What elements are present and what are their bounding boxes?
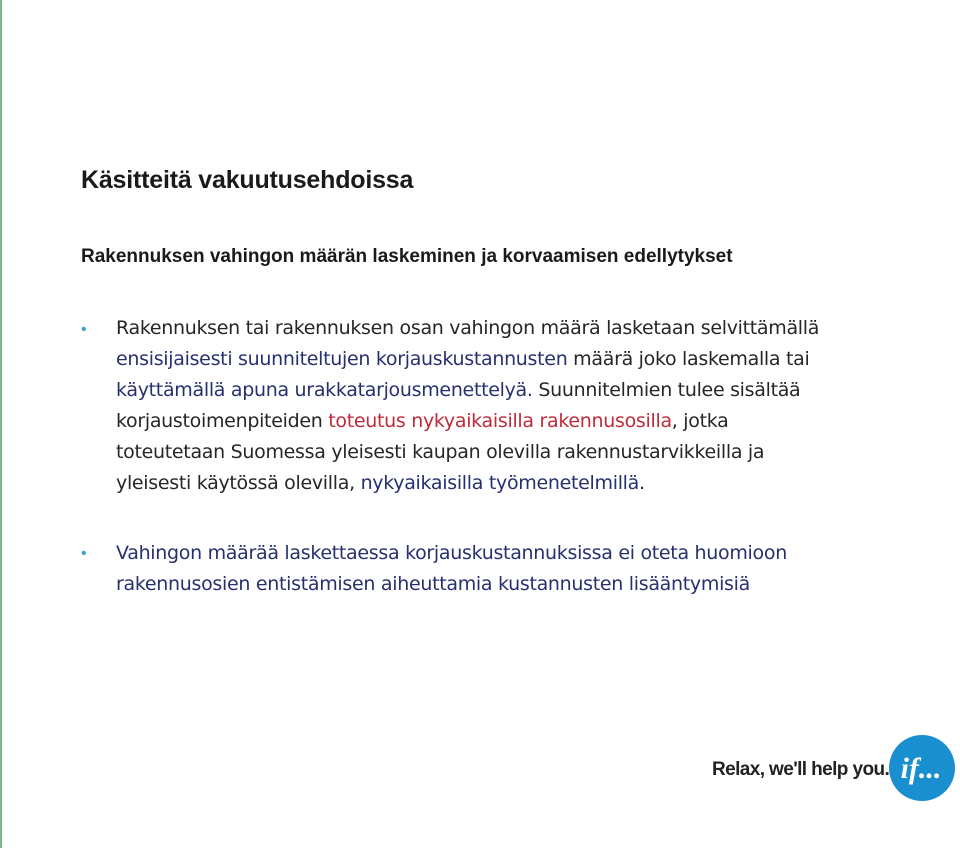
- paragraph-line: [116, 437, 916, 468]
- paragraph-line: [116, 406, 916, 437]
- text: toteutetaan Suomessa yleisesti kaupan olevilla rakennustarvikkeilla ja: [116, 441, 765, 463]
- paragraph-line: rakennusosien entistämisen aiheuttamia kustannusten lisääntymisiä: [116, 573, 750, 595]
- text: määrä joko laskemalla tai: [567, 348, 810, 370]
- paragraph-line: [116, 344, 916, 375]
- text: Suunnitelmien tulee sisältää: [532, 379, 801, 401]
- text: yleisesti käytössä olevilla,: [116, 472, 361, 494]
- text: korjaustoimenpiteiden: [116, 410, 329, 432]
- slide-title: Käsitteitä vakuutusehdoissa: [81, 166, 414, 194]
- highlight-text: käyttämällä apuna urakkatarjousmenettelyä.: [116, 379, 533, 401]
- highlight-text: toteutus nykyaikaisilla rakennusosilla: [328, 410, 672, 432]
- paragraph-line: Vahingon määrää laskettaessa korjauskustannuksissa ei oteta huomioon: [116, 542, 787, 564]
- highlight-text: nykyaikaisilla työmenetelmillä: [360, 472, 640, 494]
- paragraph-line: [116, 468, 916, 499]
- logo-tagline: Relax, we'll help you.: [712, 759, 890, 780]
- company-logo: [712, 731, 956, 811]
- paragraph-line: [116, 313, 916, 344]
- paragraph-line: [116, 375, 916, 406]
- if-logo-icon: [888, 733, 956, 803]
- text: , jotka: [671, 410, 729, 432]
- slide-left-border: [0, 0, 2, 848]
- bullet-icon: •: [81, 321, 87, 338]
- text: .: [639, 472, 645, 494]
- logo-mark-text: if...: [900, 752, 942, 785]
- bullet-paragraph-2: [116, 538, 916, 600]
- text: Rakennuksen tai rakennuksen osan vahingon määrä lasketaan selvittämällä: [116, 317, 820, 339]
- bullet-icon: •: [81, 545, 87, 562]
- slide-subtitle: Rakennuksen vahingon määrän laskeminen ja korvaamisen edellytykset: [81, 246, 733, 267]
- bullet-paragraph-1: [116, 313, 916, 499]
- highlight-text: ensisijaisesti suunniteltujen korjauskustannusten: [116, 348, 568, 370]
